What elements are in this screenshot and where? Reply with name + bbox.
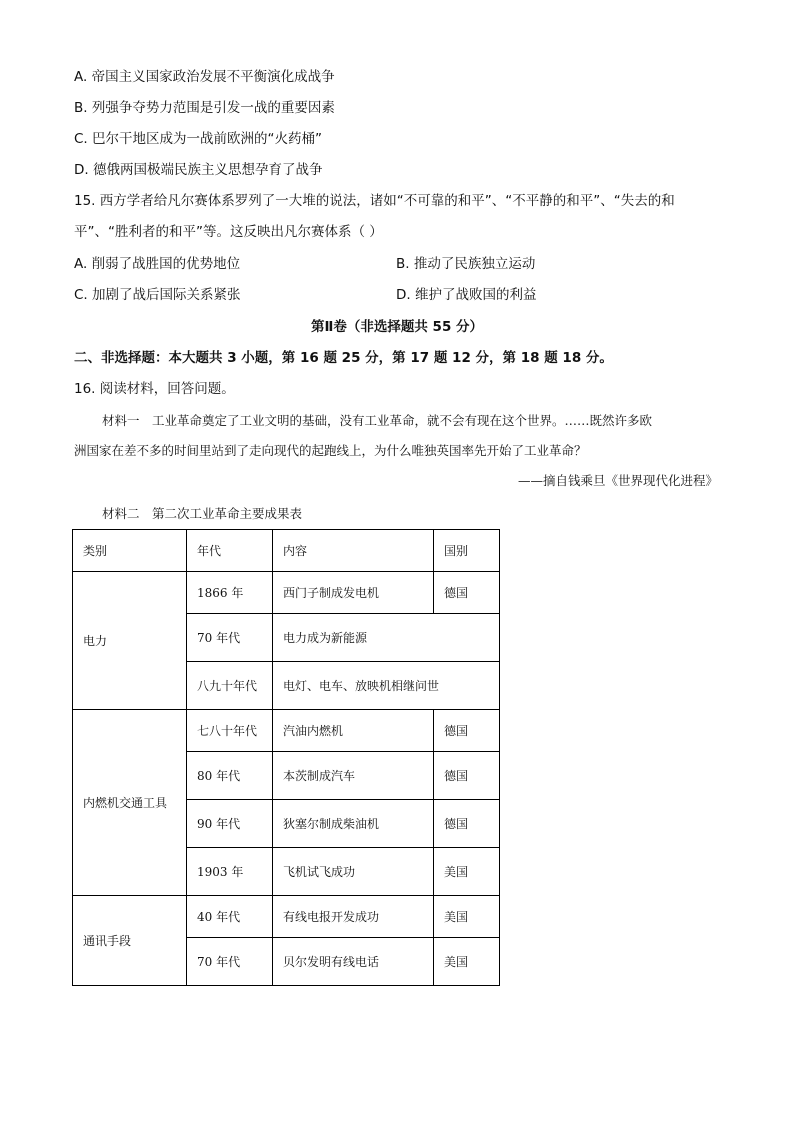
content-cell: 本茨制成汽车 — [273, 752, 434, 800]
content-cell: 电力成为新能源 — [273, 614, 500, 662]
q14-option-a: A. 帝国主义国家政治发展不平衡演化成战争 — [74, 69, 335, 85]
header-year: 年代 — [187, 530, 273, 572]
material1-line1: 材料一 工业革命奠定了工业文明的基础，没有工业革命，就不会有现在这个世界。……既然许多欧 — [102, 413, 653, 428]
country-cell: 美国 — [434, 896, 500, 938]
material2-caption: 材料二 第二次工业革命主要成果表 — [102, 506, 303, 521]
q16-stem: 16. 阅读材料，回答问题。 — [74, 381, 235, 397]
section-heading: 二、非选择题：本大题共 3 小题，第 16 题 25 分，第 17 题 12 分，第 18 题 18 分。 — [74, 350, 613, 366]
category-cell: 内燃机交通工具 — [73, 710, 187, 896]
q14-option-c: C. 巴尔干地区成为一战前欧洲的“火药桶” — [74, 131, 322, 147]
country-cell: 德国 — [434, 572, 500, 614]
year-cell: 80 年代 — [187, 752, 273, 800]
material1-source: ——摘自钱乘旦《世界现代化进程》 — [517, 473, 718, 488]
content-cell: 西门子制成发电机 — [273, 572, 434, 614]
category-cell: 电力 — [73, 572, 187, 710]
country-cell: 德国 — [434, 710, 500, 752]
content-cell: 飞机试飞成功 — [273, 848, 434, 896]
year-cell: 七八十年代 — [187, 710, 273, 752]
table-row — [73, 710, 500, 752]
country-cell: 美国 — [434, 848, 500, 896]
year-cell: 90 年代 — [187, 800, 273, 848]
content-cell: 贝尔发明有线电话 — [273, 938, 434, 986]
content-cell: 电灯、电车、放映机相继问世 — [273, 662, 500, 710]
year-cell: 40 年代 — [187, 896, 273, 938]
q15-stem-line2: 平”、“胜利者的和平”等。这反映出凡尔赛体系（ ） — [74, 224, 383, 240]
year-cell: 八九十年代 — [187, 662, 273, 710]
table-row — [73, 572, 500, 614]
material1-line2: 洲国家在差不多的时间里站到了走向现代的起跑线上，为什么唯独英国率先开始了工业革命？ — [74, 443, 587, 458]
country-cell: 德国 — [434, 800, 500, 848]
results-table — [72, 529, 500, 986]
header-category: 类别 — [73, 530, 187, 572]
country-cell: 美国 — [434, 938, 500, 986]
year-cell: 70 年代 — [187, 614, 273, 662]
q15-option-a: A. 削弱了战胜国的优势地位 — [74, 256, 241, 272]
content-cell: 狄塞尔制成柴油机 — [273, 800, 434, 848]
section-title: 第Ⅱ卷（非选择题共 55 分） — [310, 319, 484, 335]
q14-option-d: D. 德俄两国极端民族主义思想孕育了战争 — [74, 162, 323, 178]
category-cell: 通讯手段 — [73, 896, 187, 986]
content-cell: 有线电报开发成功 — [273, 896, 434, 938]
q14-option-b: B. 列强争夺势力范围是引发一战的重要因素 — [74, 100, 335, 116]
q15-option-b: B. 推动了民族独立运动 — [396, 256, 536, 272]
country-cell: 德国 — [434, 752, 500, 800]
q15-option-c: C. 加剧了战后国际关系紧张 — [74, 287, 241, 303]
year-cell: 70 年代 — [187, 938, 273, 986]
content-cell: 汽油内燃机 — [273, 710, 434, 752]
header-content: 内容 — [273, 530, 434, 572]
table-header-row — [73, 530, 500, 572]
year-cell: 1866 年 — [187, 572, 273, 614]
header-country: 国别 — [434, 530, 500, 572]
q15-option-d: D. 维护了战败国的利益 — [396, 287, 537, 303]
year-cell: 1903 年 — [187, 848, 273, 896]
q15-stem-line1: 15. 西方学者给凡尔赛体系罗列了一大堆的说法，诸如“不可靠的和平”、“不平静的和平”、“失去的和 — [74, 193, 675, 209]
table-row — [73, 896, 500, 938]
